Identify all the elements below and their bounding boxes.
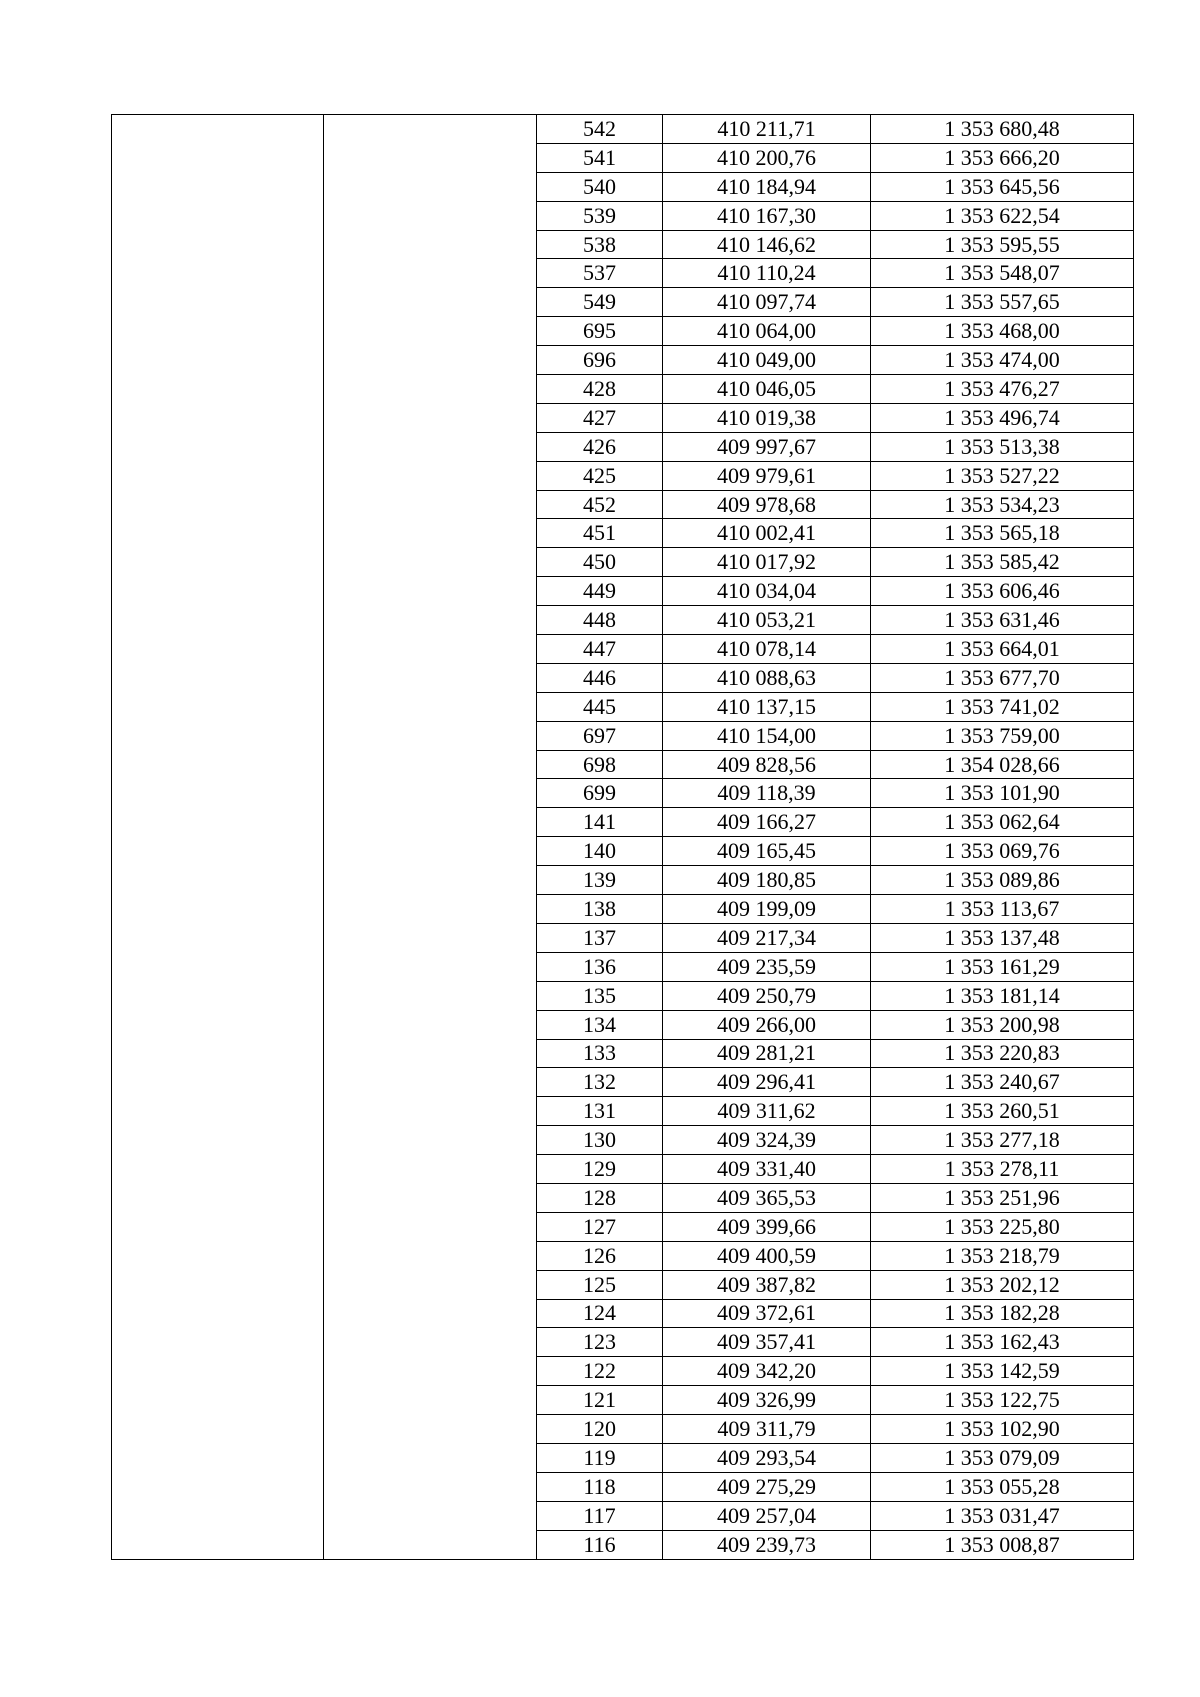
point-number-cell: 140 bbox=[537, 837, 663, 866]
point-number-cell: 123 bbox=[537, 1328, 663, 1357]
x-coordinate-cell: 410 154,00 bbox=[663, 721, 871, 750]
point-number-cell: 449 bbox=[537, 577, 663, 606]
x-coordinate-cell: 409 399,66 bbox=[663, 1212, 871, 1241]
x-coordinate-cell: 409 239,73 bbox=[663, 1530, 871, 1559]
x-coordinate-cell: 410 184,94 bbox=[663, 172, 871, 201]
y-coordinate-cell: 1 353 142,59 bbox=[871, 1357, 1134, 1386]
y-coordinate-cell: 1 353 062,64 bbox=[871, 808, 1134, 837]
point-number-cell: 427 bbox=[537, 403, 663, 432]
y-coordinate-cell: 1 354 028,66 bbox=[871, 750, 1134, 779]
point-number-cell: 139 bbox=[537, 866, 663, 895]
point-number-cell: 451 bbox=[537, 519, 663, 548]
point-number-cell: 699 bbox=[537, 779, 663, 808]
point-number-cell: 125 bbox=[537, 1270, 663, 1299]
x-coordinate-cell: 409 296,41 bbox=[663, 1068, 871, 1097]
point-number-cell: 141 bbox=[537, 808, 663, 837]
coordinates-table bbox=[111, 114, 1134, 1560]
x-coordinate-cell: 409 400,59 bbox=[663, 1241, 871, 1270]
x-coordinate-cell: 409 387,82 bbox=[663, 1270, 871, 1299]
point-number-cell: 447 bbox=[537, 635, 663, 664]
point-number-cell: 121 bbox=[537, 1386, 663, 1415]
x-coordinate-cell: 410 110,24 bbox=[663, 259, 871, 288]
x-coordinate-cell: 409 275,29 bbox=[663, 1472, 871, 1501]
y-coordinate-cell: 1 353 513,38 bbox=[871, 432, 1134, 461]
x-coordinate-cell: 410 034,04 bbox=[663, 577, 871, 606]
x-coordinate-cell: 409 342,20 bbox=[663, 1357, 871, 1386]
y-coordinate-cell: 1 353 759,00 bbox=[871, 721, 1134, 750]
y-coordinate-cell: 1 353 680,48 bbox=[871, 115, 1134, 144]
x-coordinate-cell: 410 088,63 bbox=[663, 663, 871, 692]
y-coordinate-cell: 1 353 476,27 bbox=[871, 375, 1134, 404]
y-coordinate-cell: 1 353 200,98 bbox=[871, 1010, 1134, 1039]
y-coordinate-cell: 1 353 251,96 bbox=[871, 1183, 1134, 1212]
x-coordinate-cell: 409 281,21 bbox=[663, 1039, 871, 1068]
point-number-cell: 120 bbox=[537, 1415, 663, 1444]
point-number-cell: 119 bbox=[537, 1443, 663, 1472]
y-coordinate-cell: 1 353 055,28 bbox=[871, 1472, 1134, 1501]
point-number-cell: 445 bbox=[537, 692, 663, 721]
x-coordinate-cell: 409 311,79 bbox=[663, 1415, 871, 1444]
point-number-cell: 138 bbox=[537, 895, 663, 924]
y-coordinate-cell: 1 353 741,02 bbox=[871, 692, 1134, 721]
point-number-cell: 131 bbox=[537, 1097, 663, 1126]
point-number-cell: 537 bbox=[537, 259, 663, 288]
y-coordinate-cell: 1 353 225,80 bbox=[871, 1212, 1134, 1241]
point-number-cell: 136 bbox=[537, 952, 663, 981]
x-coordinate-cell: 409 357,41 bbox=[663, 1328, 871, 1357]
y-coordinate-cell: 1 353 220,83 bbox=[871, 1039, 1134, 1068]
point-number-cell: 129 bbox=[537, 1155, 663, 1184]
y-coordinate-cell: 1 353 666,20 bbox=[871, 143, 1134, 172]
x-coordinate-cell: 409 293,54 bbox=[663, 1443, 871, 1472]
point-number-cell: 426 bbox=[537, 432, 663, 461]
y-coordinate-cell: 1 353 202,12 bbox=[871, 1270, 1134, 1299]
y-coordinate-cell: 1 353 557,65 bbox=[871, 288, 1134, 317]
y-coordinate-cell: 1 353 161,29 bbox=[871, 952, 1134, 981]
x-coordinate-cell: 409 311,62 bbox=[663, 1097, 871, 1126]
x-coordinate-cell: 410 211,71 bbox=[663, 115, 871, 144]
y-coordinate-cell: 1 353 122,75 bbox=[871, 1386, 1134, 1415]
point-number-cell: 137 bbox=[537, 923, 663, 952]
y-coordinate-cell: 1 353 089,86 bbox=[871, 866, 1134, 895]
x-coordinate-cell: 410 002,41 bbox=[663, 519, 871, 548]
x-coordinate-cell: 409 180,85 bbox=[663, 866, 871, 895]
point-number-cell: 696 bbox=[537, 346, 663, 375]
x-coordinate-cell: 409 250,79 bbox=[663, 981, 871, 1010]
point-number-cell: 132 bbox=[537, 1068, 663, 1097]
point-number-cell: 695 bbox=[537, 317, 663, 346]
x-coordinate-cell: 410 064,00 bbox=[663, 317, 871, 346]
y-coordinate-cell: 1 353 496,74 bbox=[871, 403, 1134, 432]
point-number-cell: 117 bbox=[537, 1501, 663, 1530]
x-coordinate-cell: 409 978,68 bbox=[663, 490, 871, 519]
point-number-cell: 116 bbox=[537, 1530, 663, 1559]
x-coordinate-cell: 409 324,39 bbox=[663, 1126, 871, 1155]
x-coordinate-cell: 409 372,61 bbox=[663, 1299, 871, 1328]
x-coordinate-cell: 410 049,00 bbox=[663, 346, 871, 375]
y-coordinate-cell: 1 353 069,76 bbox=[871, 837, 1134, 866]
x-coordinate-cell: 410 019,38 bbox=[663, 403, 871, 432]
y-coordinate-cell: 1 353 595,55 bbox=[871, 230, 1134, 259]
y-coordinate-cell: 1 353 631,46 bbox=[871, 606, 1134, 635]
point-number-cell: 540 bbox=[537, 172, 663, 201]
y-coordinate-cell: 1 353 102,90 bbox=[871, 1415, 1134, 1444]
x-coordinate-cell: 409 257,04 bbox=[663, 1501, 871, 1530]
point-number-cell: 698 bbox=[537, 750, 663, 779]
y-coordinate-cell: 1 353 079,09 bbox=[871, 1443, 1134, 1472]
x-coordinate-cell: 409 828,56 bbox=[663, 750, 871, 779]
x-coordinate-cell: 410 146,62 bbox=[663, 230, 871, 259]
x-coordinate-cell: 409 326,99 bbox=[663, 1386, 871, 1415]
y-coordinate-cell: 1 353 101,90 bbox=[871, 779, 1134, 808]
point-number-cell: 542 bbox=[537, 115, 663, 144]
y-coordinate-cell: 1 353 182,28 bbox=[871, 1299, 1134, 1328]
table-row bbox=[112, 115, 1134, 144]
point-number-cell: 428 bbox=[537, 375, 663, 404]
x-coordinate-cell: 410 017,92 bbox=[663, 548, 871, 577]
point-number-cell: 124 bbox=[537, 1299, 663, 1328]
point-number-cell: 128 bbox=[537, 1183, 663, 1212]
y-coordinate-cell: 1 353 137,48 bbox=[871, 923, 1134, 952]
x-coordinate-cell: 409 997,67 bbox=[663, 432, 871, 461]
y-coordinate-cell: 1 353 277,18 bbox=[871, 1126, 1134, 1155]
x-coordinate-cell: 409 199,09 bbox=[663, 895, 871, 924]
y-coordinate-cell: 1 353 677,70 bbox=[871, 663, 1134, 692]
y-coordinate-cell: 1 353 162,43 bbox=[871, 1328, 1134, 1357]
y-coordinate-cell: 1 353 585,42 bbox=[871, 548, 1134, 577]
point-number-cell: 538 bbox=[537, 230, 663, 259]
point-number-cell: 452 bbox=[537, 490, 663, 519]
y-coordinate-cell: 1 353 548,07 bbox=[871, 259, 1134, 288]
x-coordinate-cell: 409 217,34 bbox=[663, 923, 871, 952]
x-coordinate-cell: 410 167,30 bbox=[663, 201, 871, 230]
y-coordinate-cell: 1 353 468,00 bbox=[871, 317, 1134, 346]
y-coordinate-cell: 1 353 113,67 bbox=[871, 895, 1134, 924]
x-coordinate-cell: 410 053,21 bbox=[663, 606, 871, 635]
y-coordinate-cell: 1 353 534,23 bbox=[871, 490, 1134, 519]
y-coordinate-cell: 1 353 181,14 bbox=[871, 981, 1134, 1010]
y-coordinate-cell: 1 353 031,47 bbox=[871, 1501, 1134, 1530]
point-number-cell: 425 bbox=[537, 461, 663, 490]
y-coordinate-cell: 1 353 474,00 bbox=[871, 346, 1134, 375]
point-number-cell: 539 bbox=[537, 201, 663, 230]
x-coordinate-cell: 410 078,14 bbox=[663, 635, 871, 664]
y-coordinate-cell: 1 353 645,56 bbox=[871, 172, 1134, 201]
y-coordinate-cell: 1 353 527,22 bbox=[871, 461, 1134, 490]
x-coordinate-cell: 410 137,15 bbox=[663, 692, 871, 721]
point-number-cell: 133 bbox=[537, 1039, 663, 1068]
x-coordinate-cell: 409 365,53 bbox=[663, 1183, 871, 1212]
y-coordinate-cell: 1 353 240,67 bbox=[871, 1068, 1134, 1097]
point-number-cell: 446 bbox=[537, 663, 663, 692]
point-number-cell: 549 bbox=[537, 288, 663, 317]
point-number-cell: 126 bbox=[537, 1241, 663, 1270]
y-coordinate-cell: 1 353 622,54 bbox=[871, 201, 1134, 230]
x-coordinate-cell: 409 979,61 bbox=[663, 461, 871, 490]
point-number-cell: 541 bbox=[537, 143, 663, 172]
point-number-cell: 135 bbox=[537, 981, 663, 1010]
y-coordinate-cell: 1 353 606,46 bbox=[871, 577, 1134, 606]
y-coordinate-cell: 1 353 278,11 bbox=[871, 1155, 1134, 1184]
x-coordinate-cell: 410 046,05 bbox=[663, 375, 871, 404]
point-number-cell: 697 bbox=[537, 721, 663, 750]
point-number-cell: 127 bbox=[537, 1212, 663, 1241]
y-coordinate-cell: 1 353 664,01 bbox=[871, 635, 1134, 664]
point-number-cell: 448 bbox=[537, 606, 663, 635]
y-coordinate-cell: 1 353 218,79 bbox=[871, 1241, 1134, 1270]
y-coordinate-cell: 1 353 008,87 bbox=[871, 1530, 1134, 1559]
point-number-cell: 130 bbox=[537, 1126, 663, 1155]
x-coordinate-cell: 409 235,59 bbox=[663, 952, 871, 981]
x-coordinate-cell: 409 165,45 bbox=[663, 837, 871, 866]
coordinates-table-body bbox=[112, 115, 1134, 1560]
x-coordinate-cell: 409 166,27 bbox=[663, 808, 871, 837]
y-coordinate-cell: 1 353 260,51 bbox=[871, 1097, 1134, 1126]
point-number-cell: 122 bbox=[537, 1357, 663, 1386]
point-number-cell: 134 bbox=[537, 1010, 663, 1039]
x-coordinate-cell: 409 118,39 bbox=[663, 779, 871, 808]
x-coordinate-cell: 410 097,74 bbox=[663, 288, 871, 317]
y-coordinate-cell: 1 353 565,18 bbox=[871, 519, 1134, 548]
empty-cell-col2 bbox=[324, 115, 537, 1560]
x-coordinate-cell: 409 331,40 bbox=[663, 1155, 871, 1184]
point-number-cell: 118 bbox=[537, 1472, 663, 1501]
empty-cell-col1 bbox=[112, 115, 324, 1560]
point-number-cell: 450 bbox=[537, 548, 663, 577]
x-coordinate-cell: 410 200,76 bbox=[663, 143, 871, 172]
x-coordinate-cell: 409 266,00 bbox=[663, 1010, 871, 1039]
